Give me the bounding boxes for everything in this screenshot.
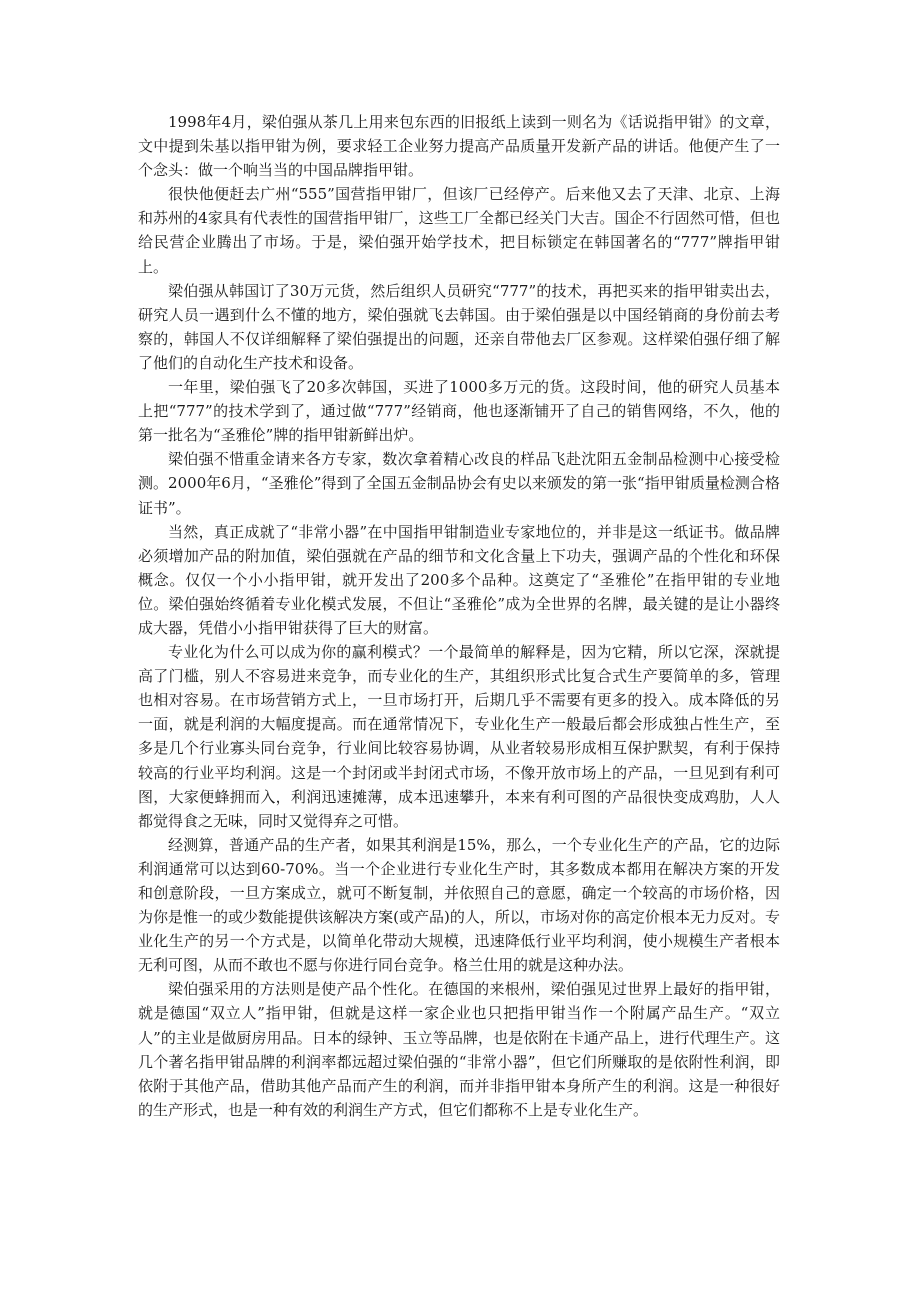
paragraph-1: 1998年4月，梁伯强从茶几上用来包东西的旧报纸上读到一则名为《话说指甲钳》的文章，文中提到朱基以指甲钳为例，要求轻工企业努力提高产品质量开发新产品的讲话。他便产生了一个念头：做一个响当当的中国品牌指甲钳。 (138, 113, 780, 180)
paragraph-8: 经测算，普通产品的生产者，如果其利润是15%，那么，一个专业化生产的产品，它的边际利润通常可以达到60-70%。当一个企业进行专业化生产时，其多数成本都用在解决方案的开发和创意阶段，一旦方案成立，就可不断复制，并依照自己的意愿，确定一个较高的市场价格，因为你是惟一的或少数能提供该解决方案(或产品)的人，所以，市场对你的高定价根本无力反对。专业化生产的另一个方式是，以简单化带动大规模，迅速降低行业平均利润，使小规模生产者根本无利可图，从而不敢也不愿与你进行同台竞争。格兰仕用的就是这种办法。 (138, 835, 780, 975)
paragraph-2: 很快他便赶去广州“555”国营指甲钳厂，但该厂已经停产。后来他又去了天津、北京、上海和苏州的4家具有代表性的国营指甲钳厂，这些工厂全都已经关门大吉。国企不行固然可惜，但也给民营企业腾出了市场。于是，梁伯强开始学技术，把目标锁定在韩国著名的“777”牌指甲钳上。 (138, 185, 780, 276)
paragraph-6: 当然，真正成就了“非常小器”在中国指甲钳制造业专家地位的，并非是这一纸证书。做品牌必须增加产品的附加值，梁伯强就在产品的细节和文化含量上下功夫，强调产品的个性化和环保概念。仅仅一个小小指甲钳，就开发出了200多个品种。这奠定了“圣雅伦”在指甲钳的专业地位。梁伯强始终循着专业化模式发展，不但让“圣雅伦”成为全世界的名牌，最关键的是让小器终成大器，凭借小小指甲钳获得了巨大的财富。 (138, 522, 780, 637)
paragraph-3: 梁伯强从韩国订了30万元货，然后组织人员研究“777”的技术，再把买来的指甲钳卖出去，研究人员一遇到什么不懂的地方，梁伯强就飞去韩国。由于梁伯强是以中国经销商的身份前去考察的，韩国人不仅详细解释了梁伯强提出的问题，还亲自带他去厂区参观。这样梁伯强仔细了解了他们的自动化生产技术和设备。 (138, 281, 780, 372)
document-body (138, 110, 780, 1122)
paragraph-7: 专业化为什么可以成为你的赢利模式？一个最简单的解释是，因为它精，所以它深，深就提高了门槛，别人不容易进来竞争，而专业化的生产，其组织形式比复合式生产要简单的多，管理也相对容易。在市场营销方式上，一旦市场打开，后期几乎不需要有更多的投入。成本降低的另一面，就是利润的大幅度提高。而在通常情况下，专业化生产一般最后都会形成独占性生产，至多是几个行业寡头同台竞争，行业间比较容易协调，从业者较易形成相互保护默契，有利于保持较高的行业平均利润。这是一个封闭或半封闭式市场，不像开放市场上的产品，一旦见到有利可图，大家便蜂拥而入，利润迅速摊薄，成本迅速攀升，本来有利可图的产品很快变成鸡肋，人人都觉得食之无味，同时又觉得弃之可惜。 (138, 643, 780, 830)
paragraph-4: 一年里，梁伯强飞了20多次韩国，买进了1000多万元的货。这段时间，他的研究人员基本上把“777”的技术学到了，通过做“777”经销商，他也逐渐铺开了自己的销售网络，不久，他的第一批名为“圣雅伦”牌的指甲钳新鲜出炉。 (138, 378, 780, 445)
paragraph-5: 梁伯强不惜重金请来各方专家，数次拿着精心改良的样品飞赴沈阳五金制品检测中心接受检测。2000年6月，“圣雅伦”得到了全国五金制品协会有史以来颁发的第一张“指甲钳质量检测合格证书”。 (138, 450, 780, 517)
paragraph-9: 梁伯强采用的方法则是使产品个性化。在德国的来根州，梁伯强见过世界上最好的指甲钳，就是德国“双立人”指甲钳，但就是这样一家企业也只把指甲钳当作一个附属产品生产。“双立人”的主业是做厨房用品。日本的绿钟、玉立等品牌，也是依附在卡通产品上，进行代理生产。这几个著名指甲钳品牌的利润率都远超过梁伯强的“非常小器”，但它们所赚取的是依附性利润，即依附于其他产品，借助其他产品而产生的利润，而并非指甲钳本身所产生的利润。这是一种很好的生产形式，也是一种有效的利润生产方式，但它们都称不上是专业化生产。 (138, 980, 780, 1119)
